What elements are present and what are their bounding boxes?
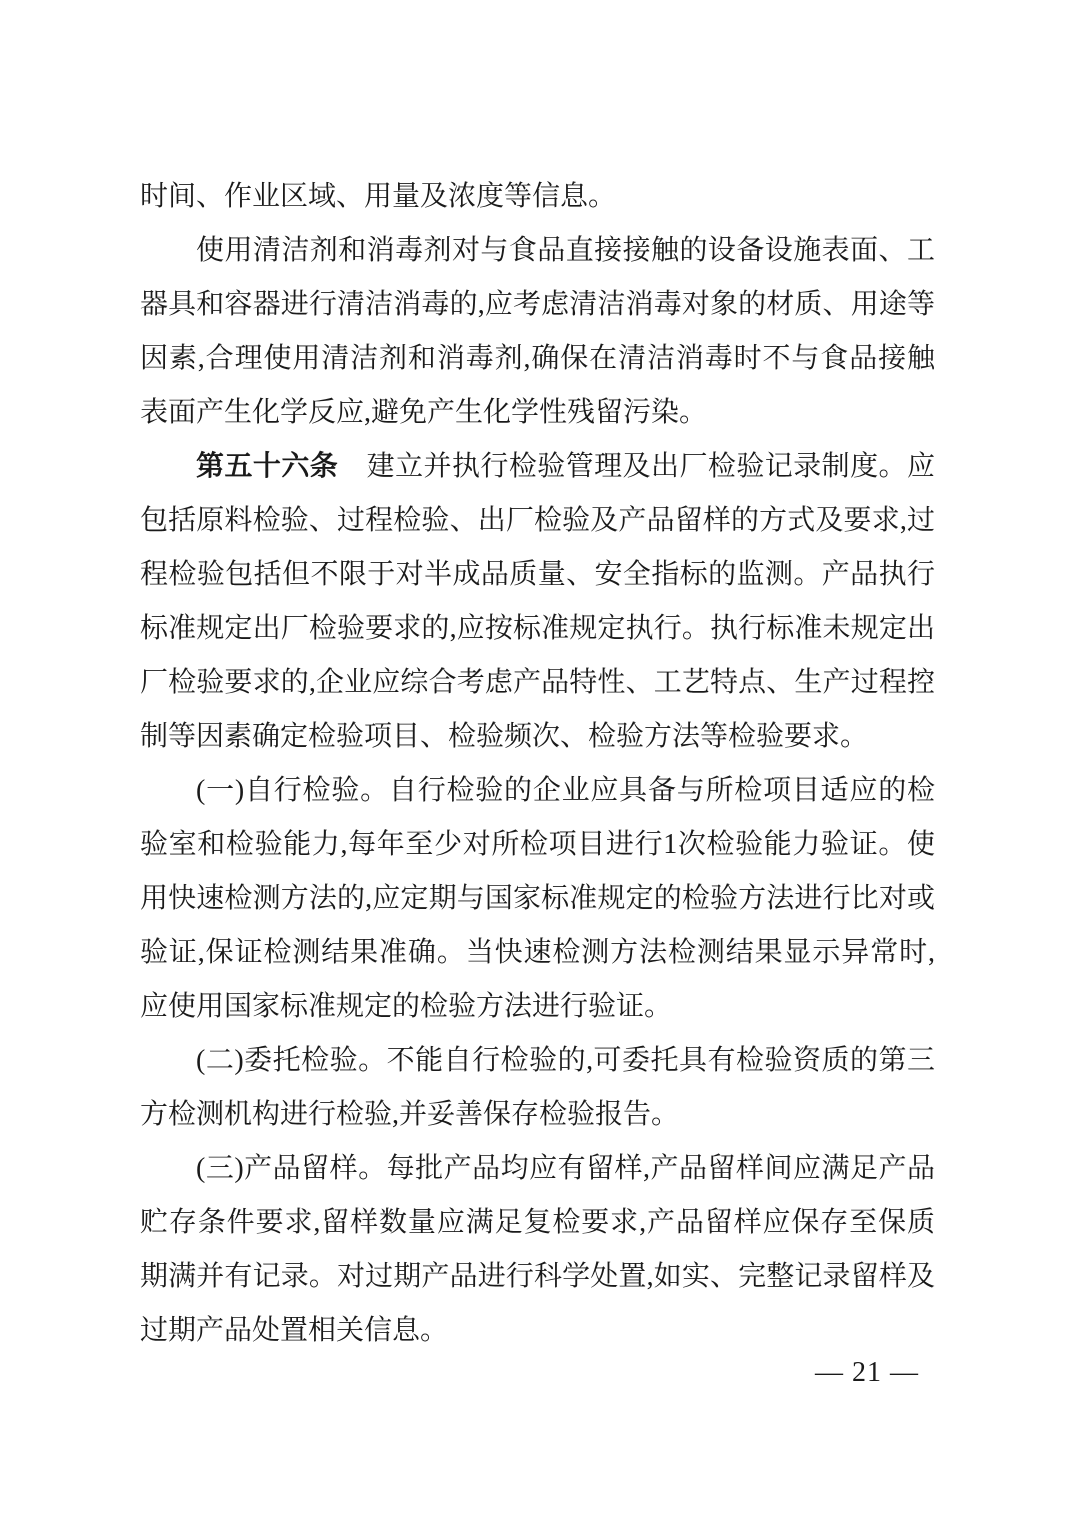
paragraph-text: 使用清洁剂和消毒剂对与食品直接接触的设备设施表面、工器具和容器进行清洁消毒的,应考虑清洁消毒对象的材质、用途等因素,合理使用清洁剂和消毒剂,确保在清洁消毒时不与食品接触表面产生化学反应,避免产生化学性残留污染。 [140, 235, 935, 428]
paragraph-text: 时间、作业区域、用量及浓度等信息。 [140, 181, 617, 212]
paragraph [140, 1034, 935, 1142]
paragraph-text: (三)产品留样。每批产品均应有留样,产品留样间应满足产品贮存条件要求,留样数量应满足复检要求,产品留样应保存至保质期满并有记录。对过期产品进行科学处置,如实、完整记录留样及过期产品处置相关信息。 [140, 1153, 935, 1346]
document-body [140, 170, 935, 1358]
page-number: — 21 — [815, 1357, 919, 1388]
paragraph-text: (二)委托检验。不能自行检验的,可委托具有检验资质的第三方检测机构进行检验,并妥善保存检验报告。 [140, 1045, 935, 1130]
paragraph [140, 440, 935, 764]
paragraph-text: (一)自行检验。自行检验的企业应具备与所检项目适应的检验室和检验能力,每年至少对所检项目进行1次检验能力验证。使用快速检测方法的,应定期与国家标准规定的检验方法进行比对或验证,保证检测结果准确。当快速检测方法检测结果显示异常时,应使用国家标准规定的检验方法进行验证。 [140, 775, 935, 1022]
article-number: 第五十六条 [196, 451, 339, 482]
paragraph [140, 224, 935, 440]
paragraph [140, 764, 935, 1034]
paragraph [140, 170, 935, 224]
paragraph-text: 建立并执行检验管理及出厂检验记录制度。应包括原料检验、过程检验、出厂检验及产品留样的方式及要求,过程检验包括但不限于对半成品质量、安全指标的监测。产品执行标准规定出厂检验要求的,应按标准规定执行。执行标准未规定出厂检验要求的,企业应综合考虑产品特性、工艺特点、生产过程控制等因素确定检验项目、检验频次、检验方法等检验要求。 [140, 451, 935, 752]
paragraph [140, 1142, 935, 1358]
